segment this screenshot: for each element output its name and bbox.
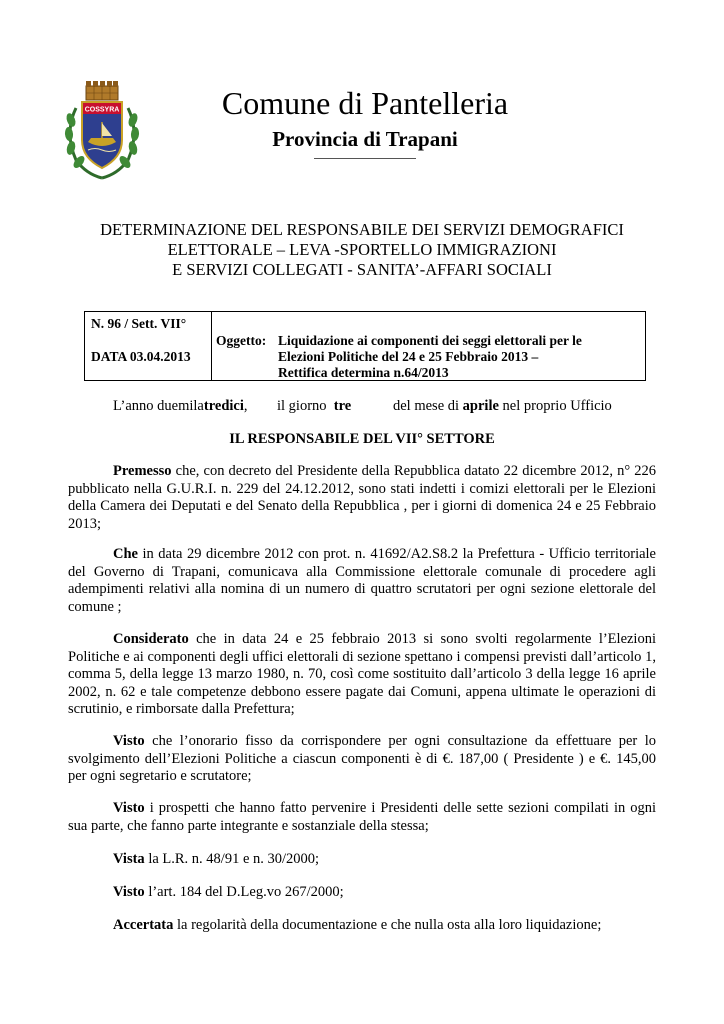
subject-line-2: Elezioni Politiche del 24 e 25 Febbraio 2013 – [278, 349, 539, 364]
paragraph-keyword: Vista [113, 851, 145, 867]
anno-year: tredici [203, 398, 244, 414]
paragraph-body: la regolarità della documentazione e che nulla osta alla loro liquidazione; [173, 917, 602, 933]
title-divider [314, 158, 416, 159]
subject-line-3: Rettifica determina n.64/2013 [278, 365, 449, 380]
paragraph-visto-prospetti [68, 800, 656, 835]
anno-mese-label: del mese di [393, 398, 460, 414]
paragraph-keyword: Considerato [113, 631, 189, 647]
paragraph-keyword: Visto [113, 884, 145, 900]
anno-suffix: nel proprio Ufficio [502, 398, 612, 414]
paragraph-considerato [68, 631, 656, 719]
paragraph-visto-onorario [68, 733, 656, 786]
number-date-cell [85, 312, 212, 380]
subject-label: Oggetto: [216, 333, 267, 348]
paragraph-body: la L.R. n. 48/91 e n. 30/2000; [144, 851, 320, 867]
anno-giorno-label: il giorno [277, 398, 327, 414]
determination-heading [60, 220, 664, 280]
paragraph-body: che, con decreto del Presidente della Repubblica datato 22 dicembre 2012, n° 226 pubblicato nella G.U.R.I. n. 229 del 24.12.2012, sono stati indetti i comizi elettorali per le Elezioni della Camera dei Deputati e del Senato della Repubblica , per i giorni di domenica 24 e 25 Febbraio 2013; [68, 463, 656, 532]
anno-text-3 [393, 398, 612, 415]
determination-number: N. 96 / Sett. VII° [91, 316, 187, 331]
heading-line-1: DETERMINAZIONE DEL RESPONSABILE DEI SERVIZI DEMOGRAFICI [100, 220, 624, 239]
paragraph-keyword: Premesso [113, 463, 172, 479]
anno-text-1 [113, 398, 248, 415]
paragraph-vista-lr [68, 851, 656, 869]
paragraph-keyword: Accertata [113, 917, 174, 933]
paragraph-accertata [68, 917, 656, 935]
determination-info-box [84, 311, 646, 381]
determination-date: DATA 03.04.2013 [91, 349, 191, 364]
paragraph-keyword: Visto [113, 733, 145, 749]
coat-of-arms-icon [62, 78, 142, 182]
paragraph-visto-art [68, 884, 656, 902]
anno-text-2 [277, 398, 351, 415]
anno-month: aprile [462, 398, 499, 414]
subject-cell [212, 312, 645, 380]
heading-line-3: E SERVIZI COLLEGATI - SANITA’-AFFARI SOCIALI [172, 260, 552, 279]
paragraph-premesso [68, 463, 656, 533]
paragraph-keyword: Visto [113, 800, 145, 816]
paragraph-body: l’art. 184 del D.Leg.vo 267/2000; [144, 884, 344, 900]
paragraph-body: che in data 24 e 25 febbraio 2013 si sono svolti regolarmente l’Elezioni Politiche e ai componenti degli uffici elettorali di sezione spettano i compensi previsti dall’articolo 1, comma 5, della legge 13 marzo 1980, n. 70, così come sostituito dall’articolo 3 della legge 16 aprile 2002, n. 62 e tale competenze debbono essere pagate dai Comuni, appena ultimate le operazioni di scrutinio, e rimborsate dalla Prefettura; [68, 631, 656, 717]
responsabile-title: IL RESPONSABILE DEL VII° SETTORE [229, 431, 495, 447]
page-subtitle: Provincia di Trapani [272, 127, 458, 151]
subject-line-1: Liquidazione ai componenti dei seggi elettorali per le [278, 333, 582, 348]
paragraph-che [68, 546, 656, 616]
anno-day: tre [333, 398, 352, 414]
anno-prefix: L’anno duemila [113, 398, 204, 414]
page-title: Comune di Pantelleria [221, 85, 509, 121]
anno-comma: , [243, 398, 248, 414]
paragraph-body: in data 29 dicembre 2012 con prot. n. 41692/A2.S8.2 la Prefettura - Ufficio territoriale del Governo di Trapani, comunicava alla Commissione elettorale comunale di procedere agli adempimenti relativi alla nomina di un numero di quattro scrutatori per ogni sezione elettorale del comune ; [68, 546, 656, 615]
crest-label: COSSYRA [84, 106, 120, 114]
paragraph-body: che l’onorario fisso da corrispondere per ogni consultazione da effettuare per lo svolgimento dell’Elezioni Politiche a ciascun componenti è di €. 187,00 ( Presidente ) e €. 145,00 per ogni segretario e scrutatore; [68, 733, 656, 784]
paragraph-keyword: Che [113, 546, 138, 562]
heading-line-2: ELETTORALE – LEVA -SPORTELLO IMMIGRAZIONI [167, 240, 557, 259]
subject-text [278, 333, 582, 381]
paragraph-body: i prospetti che hanno fatto pervenire i Presidenti delle sette sezioni compilati in ogni sua parte, che fanno parte integrante e sostanziale della stessa; [68, 800, 656, 834]
